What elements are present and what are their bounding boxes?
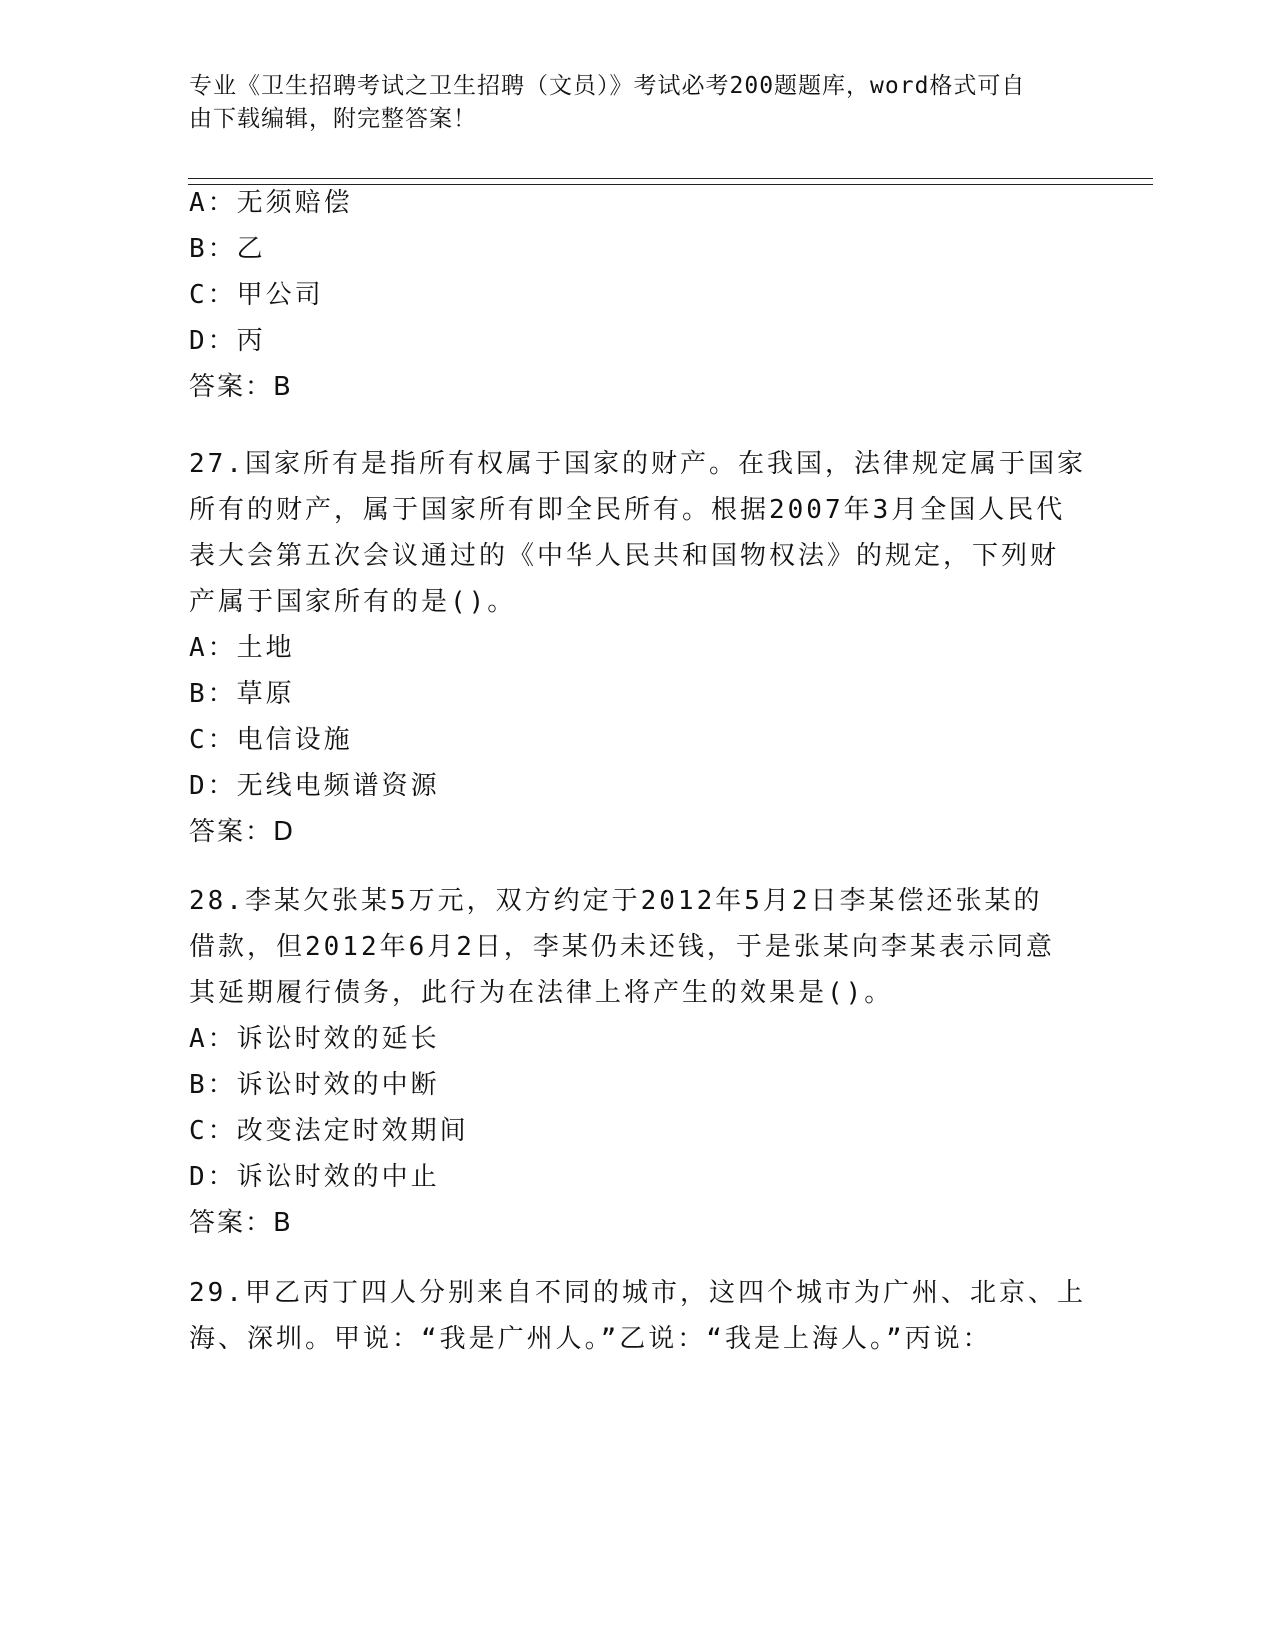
- question-26: [189, 180, 1089, 410]
- question-stem-line: 29.甲乙丙丁四人分别来自不同的城市，这四个城市为广州、北京、上: [189, 1278, 1086, 1308]
- option-b: B：诉讼时效的中断: [189, 1070, 440, 1100]
- question-28: [189, 878, 1089, 1246]
- question-stem-line: 28.李某欠张某5万元，双方约定于2012年5月2日李某偿还张某的: [189, 886, 1043, 916]
- question-stem-line: 其延期履行债务，此行为在法律上将产生的效果是()。: [189, 978, 894, 1008]
- option-a: A：诉讼时效的延长: [189, 1024, 440, 1054]
- question-stem-line: 27.国家所有是指所有权属于国家的财产。在我国，法律规定属于国家: [189, 449, 1086, 479]
- question-29: [189, 1270, 1089, 1362]
- option-d: D：无线电频谱资源: [189, 771, 440, 801]
- answer: 答案：D: [189, 817, 296, 847]
- question-stem-line: 借款，但2012年6月2日，李某仍未还钱，于是张某向李某表示同意: [189, 932, 1055, 962]
- option-c: C：改变法定时效期间: [189, 1116, 469, 1146]
- answer: 答案：B: [189, 1208, 293, 1238]
- option-a: A：土地: [189, 633, 295, 663]
- option-b: B：草原: [189, 679, 295, 709]
- option-d: D：诉讼时效的中止: [189, 1162, 440, 1192]
- header-line-1: 专业《卫生招聘考试之卫生招聘（文员）》考试必考200题题库，word格式可自: [189, 73, 1026, 99]
- question-stem-line: 产属于国家所有的是()。: [189, 587, 517, 617]
- question-stem-line: 所有的财产，属于国家所有即全民所有。根据2007年3月全国人民代: [189, 495, 1066, 525]
- question-stem-line: 表大会第五次会议通过的《中华人民共和国物权法》的规定，下列财: [189, 541, 1060, 571]
- question-27: [189, 441, 1089, 855]
- document-header: [189, 70, 1089, 136]
- option-c: C：电信设施: [189, 725, 353, 755]
- header-line-2: 由下载编辑，附完整答案！: [189, 106, 477, 132]
- option-a: A：无须赔偿: [189, 188, 353, 218]
- answer: 答案：B: [189, 372, 293, 402]
- question-stem-line: 海、深圳。甲说：“我是广州人。”乙说：“我是上海人。”丙说：: [189, 1324, 992, 1354]
- option-b: B：乙: [189, 234, 266, 264]
- option-c: C：甲公司: [189, 280, 324, 310]
- option-d: D：丙: [189, 326, 266, 356]
